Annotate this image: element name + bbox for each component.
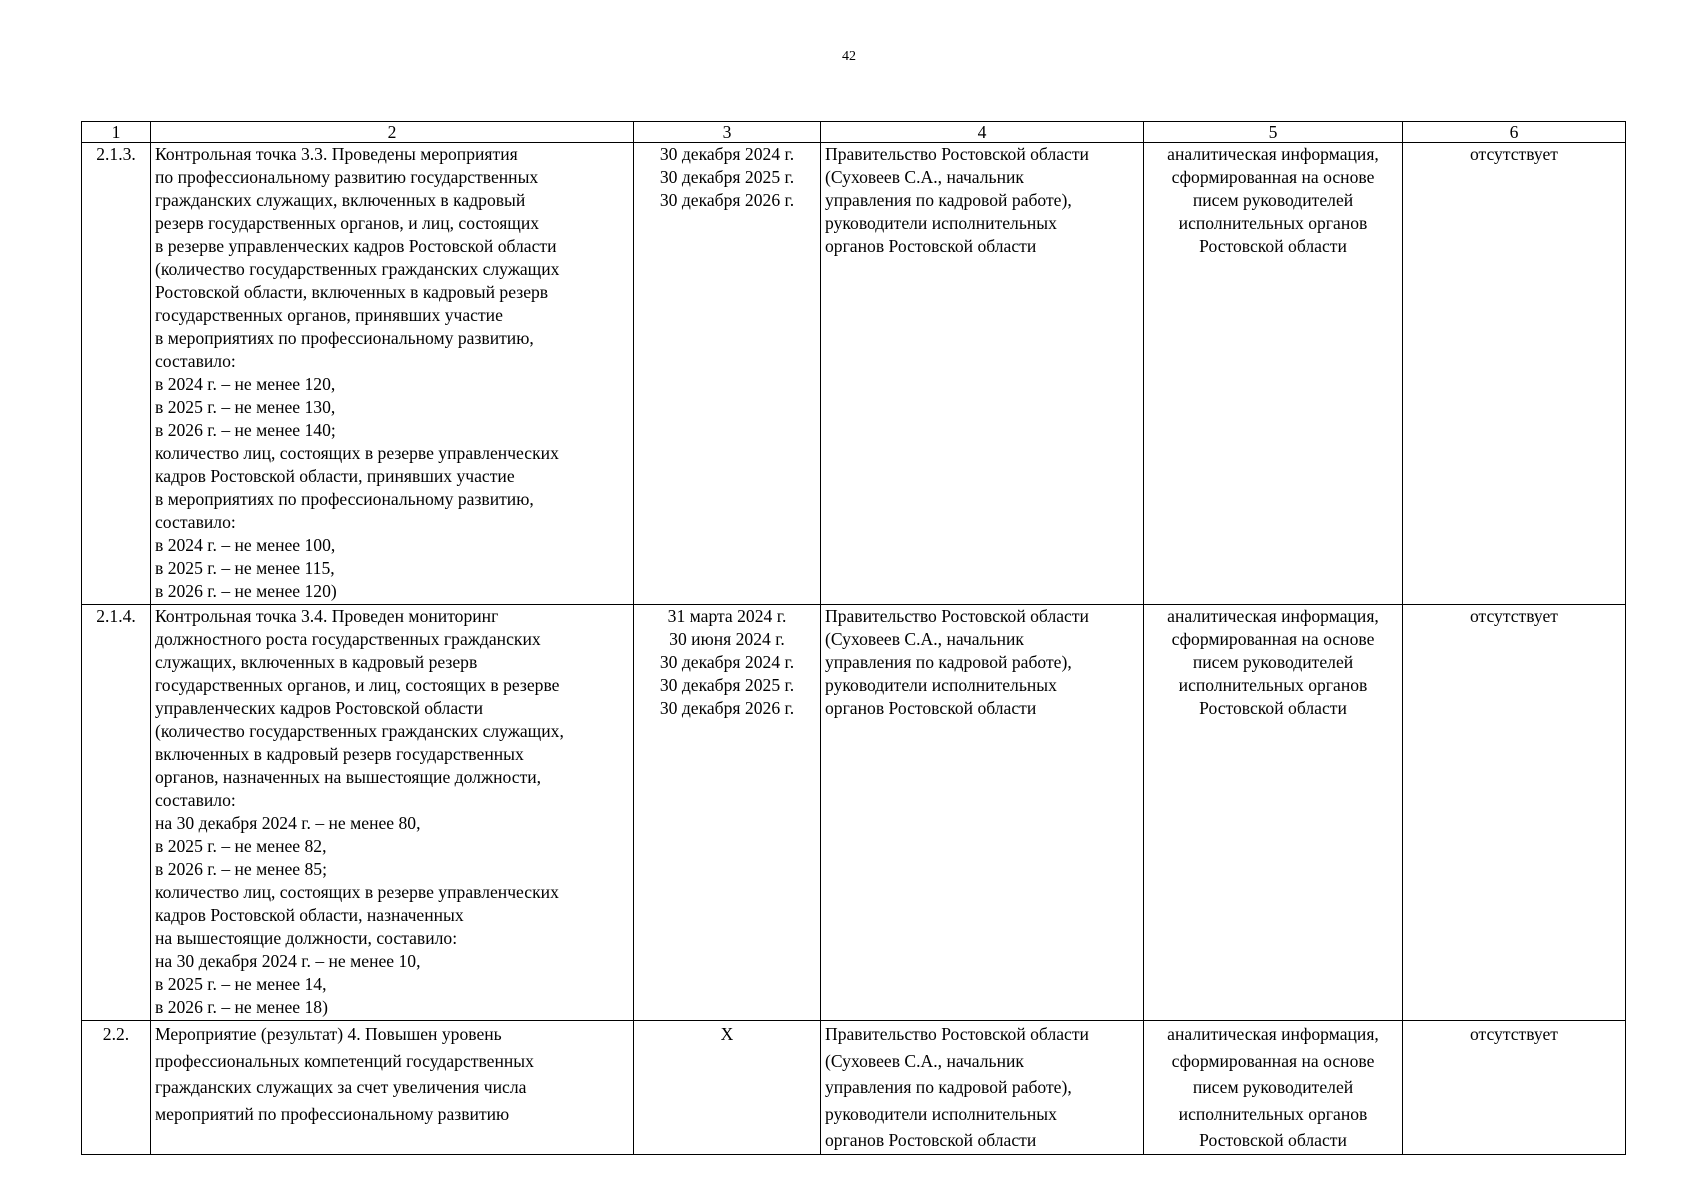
cell-line: (Суховеев С.А., начальник (825, 629, 1024, 649)
cell-line: в 2024 г. – не менее 100, (155, 535, 336, 555)
cell-line: в 2025 г. – не менее 115, (155, 558, 335, 578)
cell-line: 30 декабря 2026 г. (659, 698, 795, 718)
row-number: 2.2. (82, 1021, 151, 1155)
cell-line: Контрольная точка 3.4. Проведен мониторинг (155, 606, 499, 626)
row-document (1144, 143, 1403, 605)
row-responsible (821, 605, 1144, 1021)
header-col-1: 1 (82, 122, 151, 143)
cell-line: органов Ростовской области (825, 1130, 1037, 1150)
cell-line: управления по кадровой работе), (825, 652, 1072, 672)
cell-line: профессиональных компетенций государственных (155, 1050, 534, 1071)
cell-line: сформированная на основе (1171, 1050, 1375, 1071)
plan-table (81, 121, 1626, 1155)
row-responsible (821, 1021, 1144, 1155)
cell-line: аналитическая информация, (1167, 606, 1379, 626)
cell-line: в 2024 г. – не менее 120, (155, 374, 336, 394)
row-document (1144, 1021, 1403, 1155)
cell-line: по профессиональному развитию государственных (155, 167, 539, 187)
cell-line: 30 декабря 2025 г. (659, 167, 795, 187)
cell-line: аналитическая информация, (1167, 1024, 1379, 1044)
cell-line: сформированная на основе (1171, 629, 1375, 649)
header-col-3: 3 (634, 122, 821, 143)
cell-line: государственных органов, принявших участие (155, 305, 503, 325)
cell-line: составило: (155, 512, 236, 532)
cell-line: резерв государственных органов, и лиц, состоящих (155, 213, 540, 233)
row-system: отсутствует (1403, 1021, 1626, 1155)
cell-line: управления по кадровой работе), (825, 1077, 1072, 1097)
row-document (1144, 605, 1403, 1021)
cell-line: 31 марта 2024 г. (667, 606, 787, 626)
cell-line: в мероприятиях по профессиональному развитию, (155, 328, 534, 348)
cell-line: управления по кадровой работе), (825, 190, 1072, 210)
cell-line: количество лиц, состоящих в резерве управленческих (155, 882, 559, 902)
cell-line: органов, назначенных на вышестоящие должности, (155, 767, 542, 787)
cell-line: писем руководителей (1192, 652, 1354, 672)
row-dates (634, 143, 821, 605)
cell-line: в резерве управленческих кадров Ростовской области (155, 236, 557, 256)
cell-line: (количество государственных гражданских служащих (155, 259, 560, 279)
cell-line: составило: (155, 351, 236, 371)
cell-line: на 30 декабря 2024 г. – не менее 80, (155, 813, 421, 833)
cell-line: в 2025 г. – не менее 130, (155, 397, 336, 417)
cell-line: исполнительных органов (1178, 1103, 1368, 1124)
cell-line: руководители исполнительных (825, 213, 1057, 233)
cell-line: Правительство Ростовской области (825, 144, 1089, 164)
row-dates (634, 605, 821, 1021)
cell-line: в 2026 г. – не менее 85; (155, 859, 327, 879)
header-col-5: 5 (1144, 122, 1403, 143)
cell-line: на 30 декабря 2024 г. – не менее 10, (155, 951, 421, 971)
row-responsible (821, 143, 1144, 605)
cell-line: Ростовской области, включенных в кадровый резерв (155, 282, 549, 302)
cell-line: кадров Ростовской области, принявших участие (155, 466, 515, 486)
row-number: 2.1.3. (82, 143, 151, 605)
cell-line: в 2026 г. – не менее 18) (155, 997, 328, 1017)
cell-line: в 2026 г. – не менее 120) (155, 581, 337, 601)
page-number: 42 (842, 49, 856, 64)
row-dates (634, 1021, 821, 1155)
cell-line: 30 декабря 2026 г. (659, 190, 795, 210)
table-row (82, 1021, 1626, 1155)
row-description (151, 605, 634, 1021)
row-description (151, 1021, 634, 1155)
cell-line: Ростовской области (1199, 236, 1347, 256)
cell-line: в 2025 г. – не менее 14, (155, 974, 327, 994)
header-col-6: 6 (1403, 122, 1626, 143)
header-row (82, 122, 1626, 143)
table-row (82, 143, 1626, 605)
cell-line: в 2025 г. – не менее 82, (155, 836, 327, 856)
cell-line: исполнительных органов (1178, 213, 1368, 233)
cell-line: органов Ростовской области (825, 698, 1037, 718)
cell-line: составило: (155, 790, 236, 810)
cell-line: (Суховеев С.А., начальник (825, 167, 1024, 187)
cell-line: 30 декабря 2025 г. (659, 675, 795, 695)
row-system: отсутствует (1403, 143, 1626, 605)
header-col-4: 4 (821, 122, 1144, 143)
cell-line: органов Ростовской области (825, 236, 1037, 256)
cell-line: писем руководителей (1192, 1077, 1354, 1097)
cell-line: Правительство Ростовской области (825, 606, 1089, 626)
row-description (151, 143, 634, 605)
table-row (82, 605, 1626, 1021)
cell-line: на вышестоящие должности, составило: (155, 928, 458, 948)
row-system: отсутствует (1403, 605, 1626, 1021)
cell-line: Мероприятие (результат) 4. Повышен уровень (155, 1024, 502, 1044)
cell-line: количество лиц, состоящих в резерве управленческих (155, 443, 559, 463)
cell-line: исполнительных органов (1178, 675, 1368, 695)
row-number: 2.1.4. (82, 605, 151, 1021)
cell-line: Ростовской области (1199, 1130, 1347, 1150)
cell-line: кадров Ростовской области, назначенных (155, 905, 464, 925)
cell-line: (Суховеев С.А., начальник (825, 1050, 1024, 1071)
cell-line: сформированная на основе (1171, 167, 1375, 187)
cell-line: руководители исполнительных (825, 675, 1057, 695)
cell-line: служащих, включенных в кадровый резерв (155, 652, 478, 672)
cell-line: (количество государственных гражданских служащих, (155, 721, 564, 741)
cell-line: 30 декабря 2024 г. (659, 652, 795, 672)
cell-line: Правительство Ростовской области (825, 1024, 1089, 1044)
cell-line: 30 июня 2024 г. (669, 629, 785, 649)
cell-line: Ростовской области (1199, 698, 1347, 718)
header-col-2: 2 (151, 122, 634, 143)
cell-line: в мероприятиях по профессиональному развитию, (155, 489, 534, 509)
cell-line: гражданских служащих за счет увеличения числа (155, 1077, 527, 1097)
cell-line: управленческих кадров Ростовской области (155, 698, 484, 718)
cell-line: включенных в кадровый резерв государственных (155, 744, 524, 764)
cell-line: мероприятий по профессиональному развитию (155, 1103, 510, 1124)
cell-line: 30 декабря 2024 г. (659, 144, 795, 164)
cell-line: гражданских служащих, включенных в кадровый (155, 190, 526, 210)
cell-line: аналитическая информация, (1167, 144, 1379, 164)
cell-line: руководители исполнительных (825, 1103, 1057, 1124)
cell-line: X (720, 1024, 734, 1044)
cell-line: писем руководителей (1192, 190, 1354, 210)
cell-line: в 2026 г. – не менее 140; (155, 420, 336, 440)
cell-line: должностного роста государственных гражданских (155, 629, 541, 649)
cell-line: государственных органов, и лиц, состоящих в резерве (155, 675, 560, 695)
cell-line: Контрольная точка 3.3. Проведены мероприятия (155, 144, 518, 164)
